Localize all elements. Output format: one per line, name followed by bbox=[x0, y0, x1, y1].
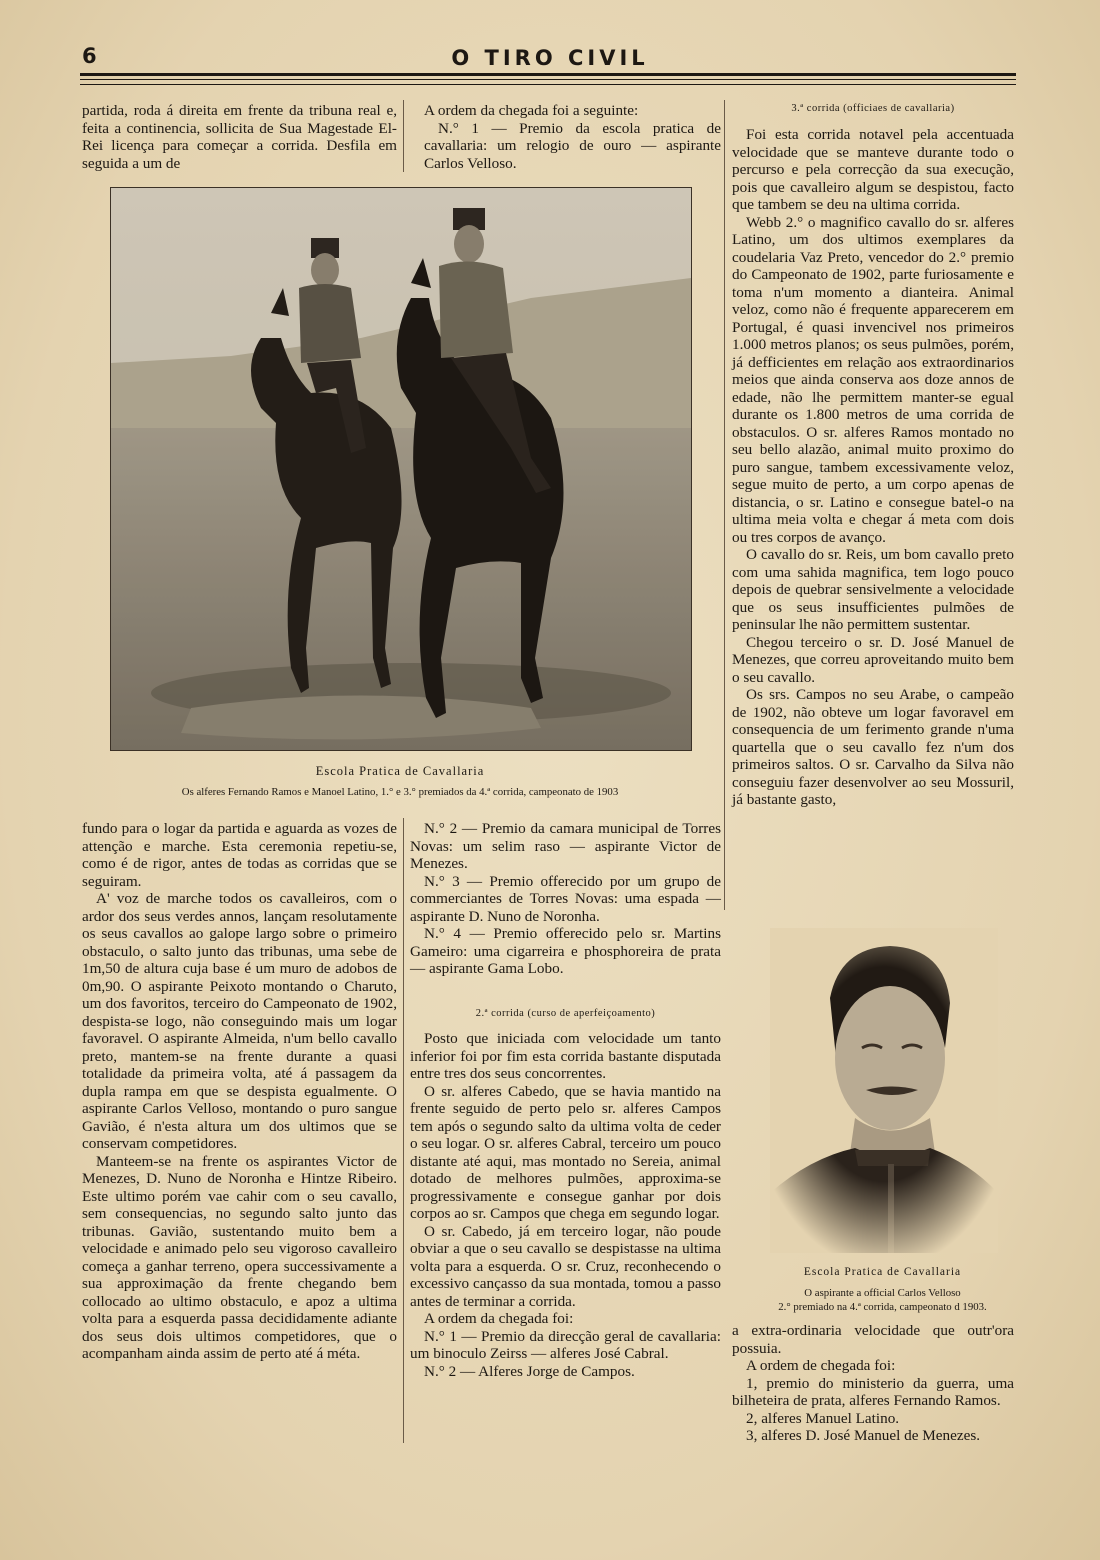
col2-top-text bbox=[424, 102, 721, 172]
paragraph: 3, alferes D. José Manuel de Menezes. bbox=[746, 1427, 981, 1444]
page-number: 6 bbox=[82, 44, 97, 68]
masthead: O TIRO CIVIL bbox=[451, 46, 649, 70]
portrait-caption-line-1: O aspirante a official Carlos Velloso bbox=[804, 1287, 961, 1299]
paragraph: Posto que iniciada com velocidade um tanto inferior foi por fim esta corrida bastante disputada entre tres dos seus concorrentes. bbox=[410, 1030, 721, 1082]
col3-top-text bbox=[732, 126, 1014, 809]
paragraph: A ordem da chegada foi: bbox=[424, 1310, 574, 1327]
paragraph: N.° 1 — Premio da escola pratica de cavallaria: um relogio de ouro — aspirante Carlos Velloso. bbox=[424, 119, 721, 172]
section-heading-3rd-race: 3.ª corrida (officiaes de cavallaria) bbox=[791, 103, 955, 114]
paragraph: 2, alferes Manuel Latino. bbox=[746, 1409, 900, 1427]
cavalry-photograph bbox=[110, 187, 692, 751]
paragraph: N.° 3 — Premio offerecido por um grupo de commerciantes de Torres Novas: uma espada — aspirante D. Nuno de Noronha. bbox=[410, 872, 721, 925]
paragraph: 1, premio do ministerio da guerra, uma bilheteira de prata, alferes Fernando Ramos. bbox=[732, 1374, 1014, 1409]
paragraph: N.° 4 — Premio offerecido pelo sr. Martins Gameiro: uma cigarreira e phosphoreira de prata — aspirante Gama Lobo. bbox=[410, 925, 721, 977]
col2-bottom-text-b bbox=[410, 1030, 721, 1380]
paragraph: N.° 1 — Premio da direcção geral de cavallaria: um binoculo Zeirss — alferes José Cabral. bbox=[410, 1327, 721, 1362]
paragraph: Os srs. Campos no seu Arabe, o campeão de 1902, não obteve um logar favoravel em consequencia de um ferimento grande n'uma quartella que o seu cavallo fez n'um dos primeiros saltos. O sr. Carvalho da Silva não conseguiu fazer desenvolver ao seu Mossuril, já bastante gasto, bbox=[732, 686, 1014, 808]
paragraph: Manteem-se na frente os aspirantes Victor de Menezes, D. Nuno de Noronha e Hintze Ribeiro. Este ultimo porém vae cahir com o seu cavallo, sem consequencias, no segundo salto junto das tribunas. Gavião, sustentando muito bem a velocidade e animado pelo seu vigoroso cavalleiro começa a ganhar terreno, opera successivamente a sua approximação da frente chegando bem collocado ao ultimo obstaculo, e apoz a ultima volta para a esquerda passa decididamente adiante dos seus dois ultimos competidores, que o acompanham ainda assim de perto até á méta. bbox=[82, 1152, 397, 1362]
paragraph: fundo para o logar da partida e aguarda as vozes de attenção e marche. Esta ceremonia repetiu-se, como é de rigor, antes de todas as corridas que se seguiram. bbox=[82, 820, 397, 890]
paragraph: partida, roda á direita em frente da tribuna real e, feita a continencia, sollicita de Sua Magestade El-Rei licença para começar a corrida. Desfila em seguida a um de bbox=[82, 102, 397, 172]
portrait-photograph bbox=[770, 928, 998, 1253]
paragraph: A ordem de chegada foi: bbox=[746, 1357, 896, 1374]
paragraph: O cavallo do sr. Reis, um bom cavallo preto com uma sahida magnifica, tem logo pouco depois de quebrar sensivelmente a velocidade que os seus insufficientes pulmões de peninsular lhe não permittem sustentar. bbox=[732, 546, 1014, 633]
photo-caption-line: Os alferes Fernando Ramos e Manoel Latino, 1.° e 3.° premiados da 4.ª corrida, campeonato de 1903 bbox=[181, 786, 619, 798]
paragraph: Foi esta corrida notavel pela accentuada velocidade que se manteve durante todo o percurso e pela correcção da sua execução, pois que cavalleiro algum se despistou, facto que tambem se deu na ultima corrida. bbox=[732, 126, 1014, 213]
col1-bottom-text bbox=[82, 820, 397, 1363]
header-rule-thick bbox=[80, 73, 1016, 76]
portrait-caption-line-2: 2.° premiado na 4.ª corrida, campeonato d 1903. bbox=[778, 1301, 987, 1313]
paragraph: O sr. alferes Cabedo, que se havia mantido na frente seguido de perto pelo sr. alferes Campos tem após o segundo salto da ultima volta de ceder o seu logar. O sr. alferes Cabral, terceiro um pouco distante até aqui, mas montado no Sereia, animal dotado de melhores pulmões, approxima-se progressivamente e consegue ganhar por dois corpos ao sr. Campos que chega em segundo logar. bbox=[410, 1082, 721, 1222]
header-rule-thin bbox=[80, 79, 1016, 80]
paragraph: Chegou terceiro o sr. D. José Manuel de Menezes, que correu aproveitando muito bem o seu cavallo. bbox=[732, 633, 1014, 686]
column-rule-bottom-left bbox=[403, 818, 404, 1443]
paragraph: a extra-ordinaria velocidade que outr'ora possuia. bbox=[732, 1322, 1014, 1357]
paragraph: N.° 2 — Alferes Jorge de Campos. bbox=[424, 1362, 635, 1380]
column-rule-top-left bbox=[403, 100, 404, 172]
horse-riders-illustration bbox=[111, 188, 691, 750]
col3-bottom-text bbox=[732, 1322, 1014, 1445]
officer-portrait-illustration bbox=[770, 928, 998, 1253]
paragraph: A ordem da chegada foi a seguinte: bbox=[424, 102, 639, 119]
section-heading-2nd-race: 2.ª corrida (curso de aperfeiçoamento) bbox=[475, 1008, 656, 1019]
portrait-caption-title: Escola Pratica de Cavallaria bbox=[803, 1266, 962, 1278]
paragraph: N.° 2 — Premio da camara municipal de Torres Novas: um selim raso — aspirante Victor de Menezes. bbox=[410, 820, 721, 872]
paragraph: Webb 2.° o magnifico cavallo do sr. alferes Latino, um dos ultimos exemplares da coudelaria Vaz Preto, vencedor do 2.° premio do Campeonato de 1902, parte furiosamente e toma n'um momento a dianteira. Animal veloz, como não é frequente apparecerem em Portugal, é quasi invencivel nos primeiros 1.000 metros planos; os seus pulmões, porém, já defficientes em relação aos extraordinarios meios que ainda conserva aos doze annos de edade, não lhe permittem manter-se egual durante os 1.800 metros de uma corrida de obstaculos. O sr. alferes Ramos montado no seu bello alazão, animal muito proximo do puro sangue, tambem excessivamente veloz, segue muito de perto, a um corpo apenas de distancia, o sr. Latino e consegue batel-o na ultima meia volta e chegar á meta com dois ou tres corpos de avanço. bbox=[732, 213, 1014, 546]
header-rule-thin-2 bbox=[80, 84, 1016, 85]
column-rule-right bbox=[724, 100, 725, 910]
col2-bottom-text-a bbox=[410, 820, 721, 978]
paragraph: A' voz de marche todos os cavalleiros, com o ardor dos seus verdes annos, lançam resolutamente os seus cavallos ao galope largo sobre o primeiro obstaculo, o salto junto das tribunas, uma sebe de 1m,50 de altura cuja base é um muro de adobos de 0m,90. O aspirante Peixoto montando o Charuto, um dos favoritos, terceiro do Campeonato de 1902, despista-se logo, não conseguindo mais um logar favoravel. O aspirante Almeida, n'um bello cavallo preto, mantem-se na frente durante a quasi totalidade da primeira volta, até á passagem da dupla rampa em que se despista egualmente. O aspirante Carlos Velloso, montando o puro sangue Gavião, é n'esta altura um dos ultimos que se conservam competidores. bbox=[82, 890, 397, 1152]
paragraph: O sr. Cabedo, já em terceiro logar, não poude obviar a que o seu cavallo se despistasse na ultima volta para a esquerda. O sr. Cruz, reconhecendo o excessivo cançasso da sua montada, tomou a passo antes de terminar a corrida. bbox=[410, 1222, 721, 1310]
col1-top-text bbox=[82, 102, 397, 172]
photo-caption-title: Escola Pratica de Cavallaria bbox=[315, 764, 485, 778]
